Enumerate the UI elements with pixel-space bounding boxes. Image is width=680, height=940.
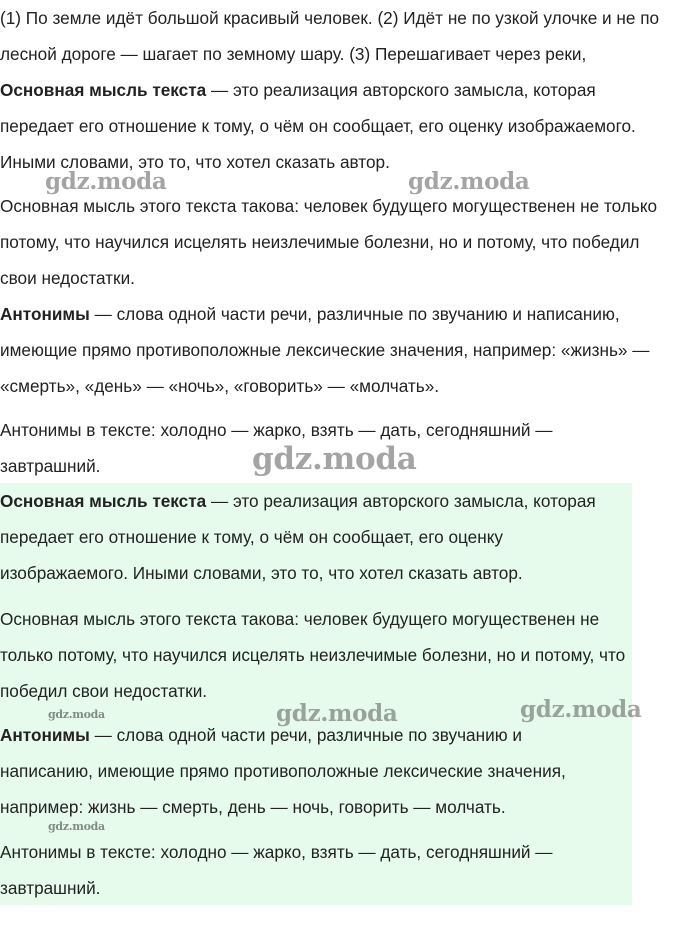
answer-main-idea-term: Основная мысль текста (0, 491, 207, 511)
watermark-logo: gdz.moda (252, 441, 417, 477)
question-text-intro: (1) По земле идёт большой красивый человек. (2) Идёт не по узкой улочке и не по лесной дороге — шагает по земному шару. (3) Перешагивает через реки, (0, 8, 660, 64)
answer-main-idea-answer: Основная мысль этого текста такова: человек будущего могущественен не только потому, что научился исцелять неизлечимые болезни, но и потому, что победил свои недостатки. (0, 609, 626, 701)
watermark-logo: gdz.moda (48, 820, 105, 833)
question-main-idea-answer: Основная мысль этого текста такова: человек будущего могущественен не только потому, что научился исцелять неизлечимые болезни, но и потому, что победил свои недостатки. (0, 196, 658, 288)
main-idea-def: — это реализация авторского замысла, которая передает его отношение к тому, о чём он сообщает, его оценку изображаемого. Иными словами, это то, что хотел сказать автор. (0, 80, 636, 172)
watermark-logo: gdz.moda (276, 700, 398, 727)
answer-antonyms-def: — слова одной части речи, различные по звучанию и написанию, имеющие прямо противоположные лексические значения, например: жизнь — смерть, день — ночь, говорить — молчать. (0, 725, 566, 817)
watermark-logo: gdz.moda (45, 168, 167, 195)
main-idea-term: Основная мысль текста (0, 80, 207, 100)
question-main-idea-definition (0, 72, 650, 180)
watermark-logo: gdz.moda (48, 708, 105, 721)
answer-antonyms-term: Антонимы (0, 725, 90, 745)
watermark-logo: gdz.moda (520, 696, 642, 723)
question-antonyms-answer: Антонимы в тексте: холодно — жарко, взять — дать, сегодняшний — завтрашний. (0, 420, 553, 476)
answer-main-idea-def: — это реализация авторского замысла, которая передает его отношение к тому, о чём он сообщает, его оценку изображаемого. Иными словами, это то, что хотел сказать автор. (0, 491, 596, 583)
antonyms-def: — слова одной части речи, различные по звучанию и написанию, имеющие прямо противоположные лексические значения, например: «жизнь» — «смерть», «день» — «ночь», «говорить» — «молчать». (0, 304, 650, 396)
watermark-logo: gdz.moda (408, 168, 530, 195)
answer-main-idea-definition (0, 483, 632, 591)
question-antonyms-definition (0, 296, 664, 404)
antonyms-term: Антонимы (0, 304, 90, 324)
answer-antonyms-answer: Антонимы в тексте: холодно — жарко, взять — дать, сегодняшний — завтрашний. (0, 842, 553, 898)
answer-antonyms-definition (0, 717, 600, 825)
